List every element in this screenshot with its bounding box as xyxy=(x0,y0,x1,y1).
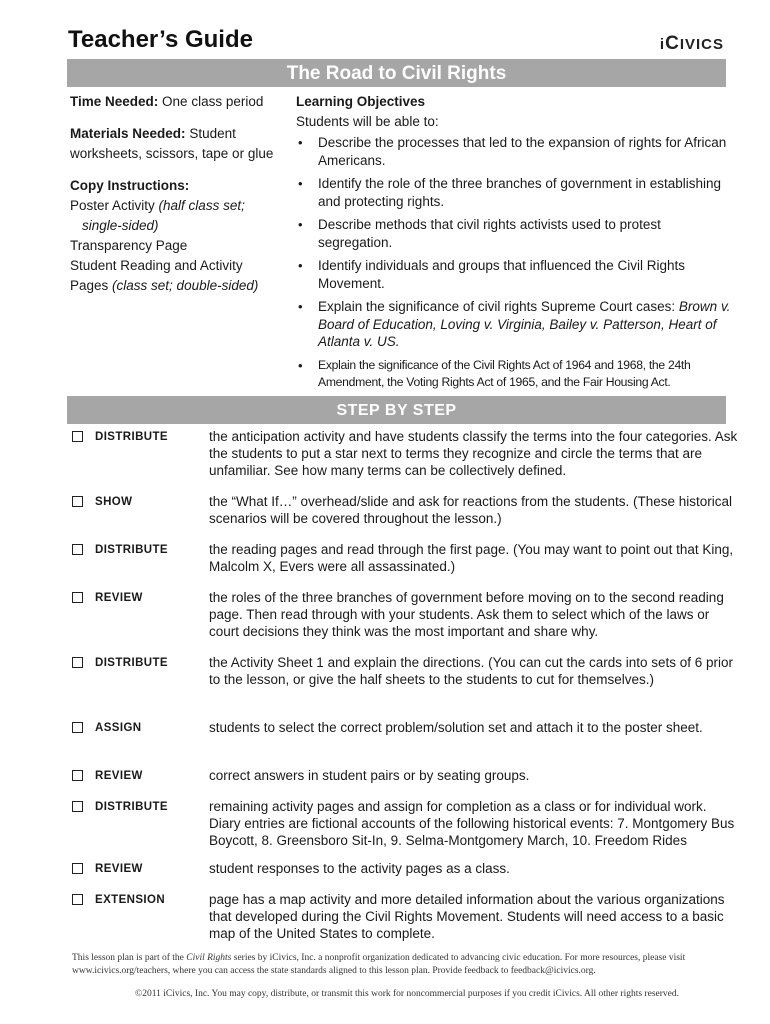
checkbox-icon xyxy=(72,544,83,555)
objective-item: • Describe the processes that led to the expansion of rights for African Americans. xyxy=(298,135,727,168)
step-label: REVIEW xyxy=(95,592,143,604)
copy-l1-it: (half class set; xyxy=(158,198,245,213)
copy-label: Copy Instructions: xyxy=(70,178,190,193)
step-row xyxy=(72,860,742,891)
step-text: student responses to the activity pages as a class. xyxy=(209,861,510,876)
objectives-heading: Learning Objectives xyxy=(296,94,426,109)
step-row xyxy=(72,767,742,798)
time-value: One class period xyxy=(162,94,264,109)
learning-objectives xyxy=(296,92,736,397)
checkbox-icon xyxy=(72,431,83,442)
bullet-icon: • xyxy=(298,135,303,150)
objectives-list xyxy=(296,134,736,391)
bullet-icon: • xyxy=(298,258,303,273)
objective-item: • Describe methods that civil rights activists used to protest segregation. xyxy=(298,217,661,250)
step-label: EXTENSION xyxy=(95,894,166,906)
step-text: students to select the correct problem/solution set and attach it to the poster sheet. xyxy=(209,720,703,735)
copy-l5: Pages xyxy=(70,278,109,293)
lesson-title-banner: The Road to Civil Rights xyxy=(67,59,726,87)
icivics-logo xyxy=(660,33,724,55)
copyright: ©2011 iCivics, Inc. You may copy, distribute, or transmit this work for noncommercial purposes if you credit iCivics. All other rights reserved. xyxy=(135,989,679,999)
step-text: the reading pages and read through the first page. (You may want to point out that King, Malcolm X, Evers were all assassinated.) xyxy=(209,542,734,574)
step-row xyxy=(72,493,742,541)
checkbox-icon xyxy=(72,657,83,668)
footer-note: This lesson plan is part of the Civil Rights series by iCivics, Inc. a nonprofit organization dedicated to advancing civic education. For more resources, please visit www.icivics.org/teachers, where you can access the state standards aligned to this lesson plan. Provide feedback to feedback@icivics.org. xyxy=(72,953,686,976)
step-label: SHOW xyxy=(95,496,133,508)
materials-line2: worksheets, scissors, tape or glue xyxy=(70,146,274,161)
step-row xyxy=(72,428,742,493)
materials-line1: Student xyxy=(189,126,236,141)
checkbox-icon xyxy=(72,801,83,812)
objective-item: • Identify the role of the three branches of government in establishing and protecting rights. xyxy=(298,176,721,209)
step-text: remaining activity pages and assign for completion as a class or for individual work. Diary entries are fictional accounts of the following historical events: 7. Montgomery Bus Boycott, 8. Greensboro Sit-In, 9. Selma-Montgomery March, 10. Freedom Rides xyxy=(209,799,735,848)
step-text: page has a map activity and more detailed information about the various organizations that developed during the Civil Rights Movement. Students will need access to a basic map of the United States to complete. xyxy=(209,892,725,941)
copy-l1: Poster Activity xyxy=(70,198,155,213)
step-row xyxy=(72,654,742,719)
bullet-icon: • xyxy=(298,357,303,373)
bullet-icon: • xyxy=(298,217,303,232)
copy-l4: Student Reading and Activity xyxy=(70,258,243,273)
objective-item: • Identify individuals and groups that influenced the Civil Rights Movement. xyxy=(298,258,685,291)
step-text: the anticipation activity and have students classify the terms into the four categories. Ask the students to put a star next to terms they recognize and circle the terms that are unfamiliar. See how many terms can be collectively defined. xyxy=(209,429,738,478)
step-label: DISTRIBUTE xyxy=(95,544,168,556)
objective-item: • Explain the significance of civil rights Supreme Court cases: Brown v. Board of Education, Loving v. Virginia, Bailey v. Patterson, Heart of Atlanta v. US. xyxy=(298,299,731,349)
step-row xyxy=(72,798,742,860)
copy-l5-it: (class set; double-sided) xyxy=(112,278,259,293)
step-label: REVIEW xyxy=(95,863,143,875)
checkbox-icon xyxy=(72,496,83,507)
step-row xyxy=(72,541,742,589)
lesson-info-column xyxy=(70,92,290,308)
copy-instructions xyxy=(70,176,290,296)
bullet-icon: • xyxy=(298,176,303,191)
time-label: Time Needed: xyxy=(70,94,159,109)
checkbox-icon xyxy=(72,592,83,603)
page-title: Teacher’s Guide xyxy=(68,26,253,53)
step-row xyxy=(72,589,742,654)
step-label: ASSIGN xyxy=(95,722,142,734)
logo-rest: IVICS xyxy=(679,36,724,53)
objective-item: • Explain the significance of the Civil Rights Act of 1964 and 1968, the 24th Amendment, the Voting Rights Act of 1965, and the Fair Housing Act. xyxy=(298,357,691,389)
steps-list xyxy=(72,428,742,943)
footer xyxy=(72,952,742,1001)
copy-l2-it: single-sided) xyxy=(82,218,159,233)
step-label: DISTRIBUTE xyxy=(95,801,168,813)
materials-label: Materials Needed: xyxy=(70,126,186,141)
step-label: DISTRIBUTE xyxy=(95,657,168,669)
step-text: the roles of the three branches of government before moving on to the second reading page. Then read through with your students. Ask them to select which of the laws or court decisions they think was the most important and share why. xyxy=(209,590,724,639)
logo-prefix: i xyxy=(659,36,666,53)
checkbox-icon xyxy=(72,894,83,905)
step-by-step-banner: STEP BY STEP xyxy=(67,396,726,424)
step-text: correct answers in student pairs or by seating groups. xyxy=(209,768,530,783)
step-row xyxy=(72,719,742,767)
step-label: REVIEW xyxy=(95,770,143,782)
checkbox-icon xyxy=(72,770,83,781)
step-text: the Activity Sheet 1 and explain the directions. (You can cut the cards into sets of 6 prior to the lesson, or give the half sheets to the students to cut for themselves.) xyxy=(209,655,734,687)
logo-main: C xyxy=(665,33,680,54)
step-row xyxy=(72,891,742,943)
step-text: the “What If…” overhead/slide and ask for reactions from the students. (These historical scenarios will be covered throughout the lesson.) xyxy=(209,494,732,526)
materials-needed xyxy=(70,124,290,164)
checkbox-icon xyxy=(72,722,83,733)
step-label: DISTRIBUTE xyxy=(95,431,168,443)
bullet-icon: • xyxy=(298,299,303,314)
time-needed xyxy=(70,92,290,112)
checkbox-icon xyxy=(72,863,83,874)
objectives-intro: Students will be able to: xyxy=(296,114,439,129)
copy-l3: Transparency Page xyxy=(70,238,188,253)
